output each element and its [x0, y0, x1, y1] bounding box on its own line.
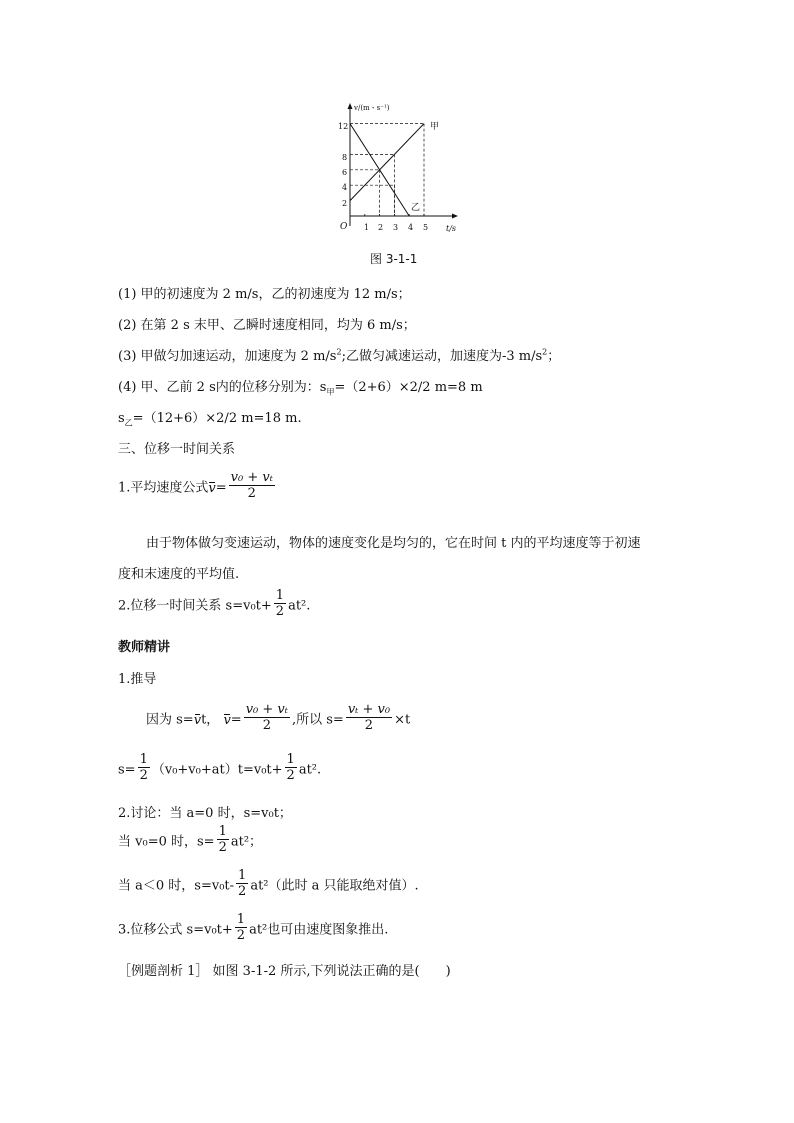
derive-num-1: v₀ + vₜ [245, 702, 288, 717]
line-3-b: ;乙做匀减速运动，加速度为-3 m/s [341, 349, 543, 364]
x-tick-5: 5 [423, 223, 429, 232]
disp-label: 2.位移一时间关系 s=v₀t+ [118, 598, 272, 614]
s-eq-b: （v₀+v₀+at）t=v₀t+ [151, 762, 283, 778]
series-label-yi: 乙 [411, 203, 421, 213]
line-5-b: =（12+6）×2/2 m=18 m. [132, 411, 302, 426]
v-bar-1: v [193, 712, 202, 728]
at2-term: at² [288, 598, 307, 614]
line-4-b: =（2+6）×2/2 m=8 m [334, 380, 483, 395]
avg-denominator: 2 [247, 486, 256, 501]
x-tick-4: 4 [408, 223, 414, 232]
series-label-jia: 甲 [430, 122, 440, 132]
line-1: (1) 甲的初速度为 2 m/s，乙的初速度为 12 m/s； [118, 287, 411, 302]
series-line-0 [350, 124, 424, 201]
origin-label: O [340, 222, 348, 232]
item3-fraction [235, 912, 247, 944]
derive-a: 因为 s= [146, 712, 194, 728]
s-eq-fraction-2 [285, 752, 297, 784]
paragraph-line-1: 由于物体做匀变速运动，物体的速度变化是均匀的，它在时间 t 内的平均速度等于初速 [146, 536, 641, 551]
disc3-b: at²（此时 a 只能取绝对值）. [250, 878, 419, 894]
y-tick-6: 6 [342, 168, 348, 177]
x-axis-arrow [452, 214, 458, 219]
line-5 [118, 407, 302, 429]
item3-b: at²也可由速度图象推出. [249, 922, 389, 938]
x-tick-2: 2 [378, 223, 384, 232]
half-fraction [274, 588, 286, 620]
s-eq-a: s= [118, 762, 136, 778]
s-eq-fraction-1 [138, 752, 150, 784]
derivation-line [146, 704, 410, 736]
teacher-heading: 教师精讲 [118, 640, 171, 655]
y-tick-2: 2 [342, 199, 348, 208]
item3-den: 2 [236, 928, 246, 943]
paragraph-line-2: 度和末速度的平均值. [118, 567, 240, 582]
discussion-line-2 [118, 826, 262, 858]
derive-den-2: 2 [364, 718, 374, 733]
v-bar-2: v [223, 712, 231, 728]
disc2-den: 2 [218, 840, 227, 855]
derive-d: ,所以 s= [291, 712, 344, 728]
s-eq-den-1: 2 [139, 768, 148, 783]
line-3-a: (3) 甲做匀加速运动，加速度为 2 m/s [118, 349, 337, 364]
s-eq-num-2: 1 [286, 752, 295, 767]
s-equation-line [118, 754, 321, 786]
figure-caption: 图 3-1-1 [370, 252, 418, 266]
item3-num: 1 [236, 912, 246, 927]
velocity-time-graph [330, 100, 470, 240]
derive-den-1: 2 [262, 718, 271, 733]
derive-num-2: vₜ + v₀ [347, 702, 391, 717]
disc2-a: 当 v₀=0 时，s= [118, 834, 215, 850]
v-bar-symbol: v [208, 480, 216, 496]
x-tick-3: 3 [393, 223, 399, 232]
line-3-c: ； [547, 349, 561, 364]
s-eq-num-1: 1 [139, 752, 148, 767]
disc2-fraction [217, 824, 229, 856]
example-line: ［例题剖析 1］ 如图 3-1-2 所示,下列说法正确的是( ) [118, 964, 451, 979]
avg-numerator: v₀ + vₜ [230, 470, 273, 485]
s-eq-den-2: 2 [286, 768, 295, 783]
derive-c: = [230, 712, 242, 728]
line-3: (3) 甲做匀加速运动，加速度为 2 $m/s^2$;乙做匀减速运动，加速度为-3 $m/s^2$； [118, 347, 561, 364]
discussion-line-3 [118, 870, 419, 902]
avg-fraction [229, 470, 275, 502]
s-eq-c: at². [298, 762, 322, 778]
line-4 [118, 376, 483, 398]
y-tick-4: 4 [342, 183, 348, 192]
y-tick-8: 8 [342, 153, 348, 162]
line-2: (2) 在第 2 s 末甲、乙瞬时速度相同，均为 6 m/s； [118, 318, 416, 333]
disc2-num: 1 [218, 824, 227, 839]
discussion-line-1: 2.讨论：当 a=0 时，s=v₀t； [118, 806, 292, 821]
disc2-b: at²； [230, 834, 263, 850]
x-tick-1: 1 [364, 223, 370, 232]
y-axis-arrow [348, 103, 353, 109]
avg-velocity-formula: 1.平均速度公式v= $\frac{\text{v₀ + vₜ}}{2}$ [118, 470, 273, 501]
derive-fraction-2 [346, 702, 392, 734]
derive-b: t， [201, 712, 220, 728]
half-num: 1 [275, 588, 285, 603]
line-5-a: s [118, 411, 125, 426]
displacement-formula: 2.位移一时间关系 s=v₀t+ $\frac{1}{2}$ at². [118, 588, 311, 619]
item-3-line [118, 914, 388, 946]
disc3-num: 1 [238, 868, 247, 883]
derive-e: ×t [394, 712, 411, 728]
half-den: 2 [275, 604, 285, 619]
line-5-sub: 乙 [124, 418, 133, 428]
disc3-den: 2 [238, 884, 247, 899]
avg-formula-label: 1.平均速度公式 [118, 480, 209, 496]
section-heading-3: 三、位移一时间关系 [118, 442, 236, 457]
line-4-sub: 甲 [326, 387, 335, 397]
derive-heading: 1.推导 [118, 672, 157, 687]
item3-a: 3.位移公式 s=v₀t+ [118, 922, 233, 938]
y-axis-label: v/(m・s⁻¹) [354, 104, 390, 112]
y-tick-12: 12 [338, 122, 349, 131]
disc3-fraction [236, 868, 248, 900]
line-4-a: (4) 甲、乙前 2 s内的位移分别为：s [118, 380, 327, 395]
derive-fraction-1 [244, 702, 290, 734]
disc3-a: 当 a＜0 时，s=v₀t- [118, 878, 235, 894]
x-axis-label: t/s [446, 224, 457, 233]
